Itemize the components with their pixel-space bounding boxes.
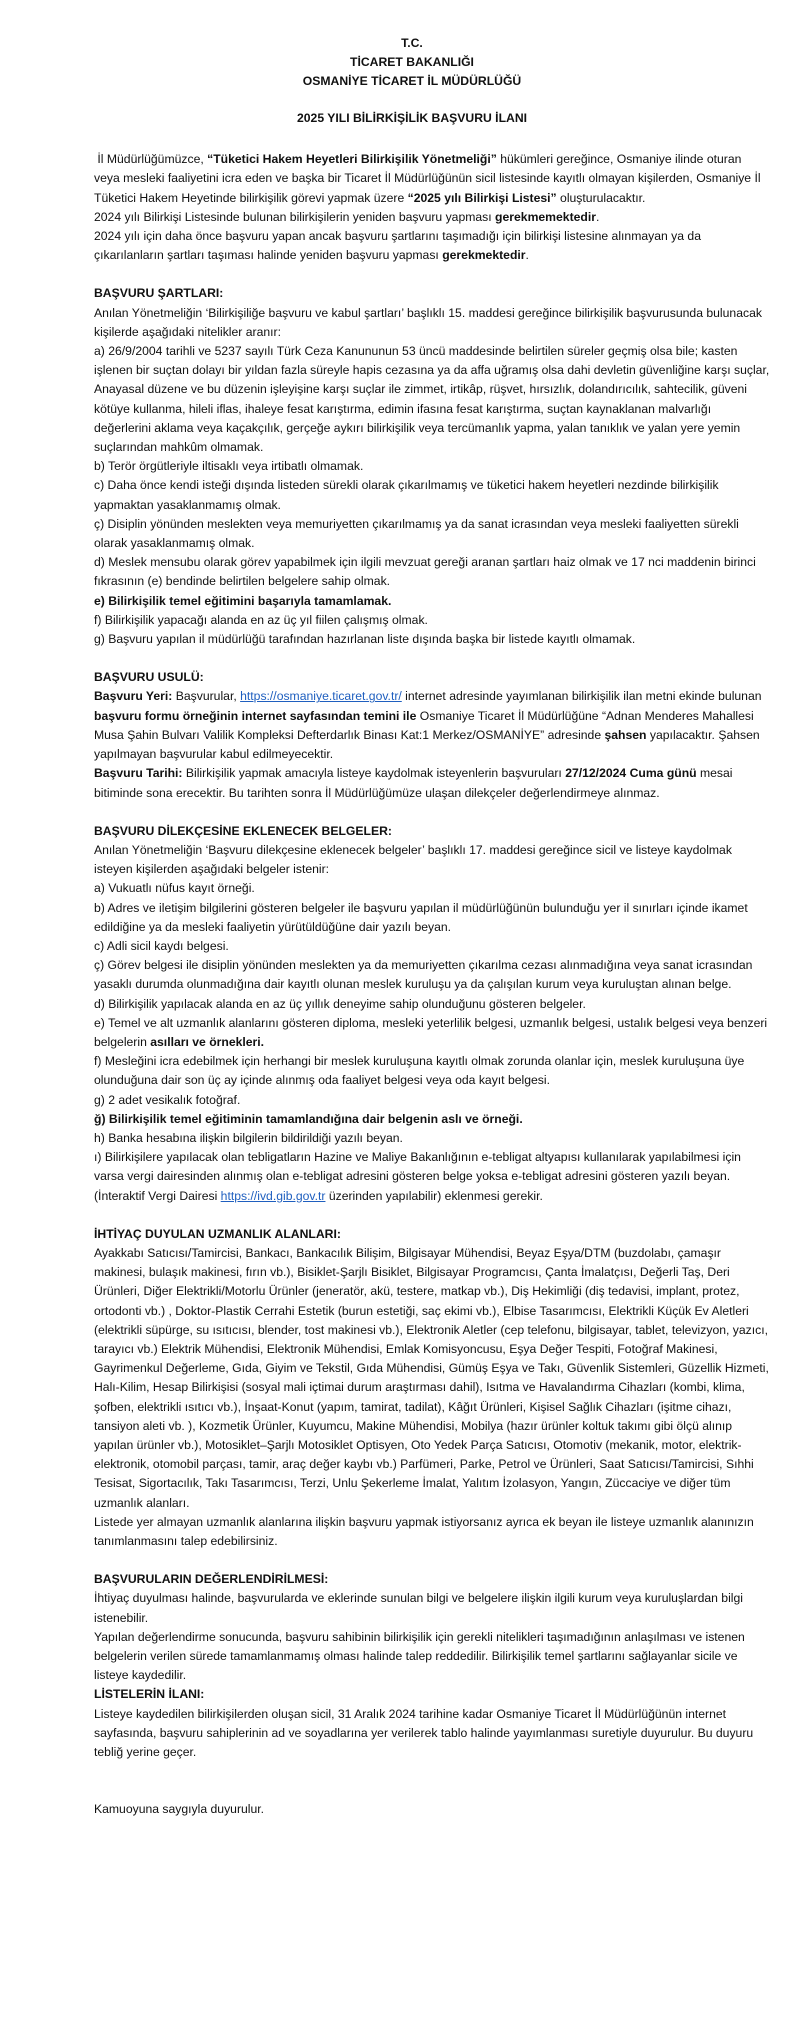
closing-line: Kamuoyuna saygıyla duyurulur. [94, 1802, 265, 1817]
document-item: d) Bilirkişilik yapılacak alanda en az üç yıllık deneyime sahip olunduğunu gösteren belgeler. [94, 996, 586, 1011]
documents-section [94, 822, 770, 1206]
section-heading-conditions: BAŞVURU ŞARTLARI: [94, 286, 224, 301]
condition-item: g) Başvuru yapılan il müdürlüğü tarafından hazırlanan liste dışında başka bir listede kayıtlı olmamak. [94, 632, 636, 647]
document-item: h) Banka hesabına ilişkin bilgilerin bildirildiği yazılı beyan. [94, 1130, 403, 1145]
application-place: Başvuru Yeri: Başvurular, https://osmaniye.ticaret.gov.tr/ internet adresinde yayımlanan bilirkişilik ilan metni ekinde bulunan başvuru formu örneğinin internet sayfasından temini ile Osmaniye Ticaret İl Müdürlüğüne “Adnan Menderes Mahallesi Musa Şahin Bulvarı Valilik Kompleksi Defterdarlık Binası Kat:1 Merkez/OSMANİYE” adresinde şahsen yapılacaktır. Şahsen yapılmayan başvurular kabul edilmeyecektir. [94, 689, 762, 762]
label-application-place: Başvuru Yeri: [94, 689, 173, 704]
section-heading-procedure: BAŞVURU USULÜ: [94, 670, 204, 685]
documents-intro: Anılan Yönetmeliğin ‘Başvuru dilekçesine eklenecek belgeler’ başlıklı 17. maddesi gereğince sicil ve listeye kaydolmak isteyen kişilerden aşağıdaki belgeler istenir: [94, 842, 732, 877]
expertise-list: Ayakkabı Satıcısı/Tamircisi, Bankacı, Bankacılık Bilişim, Bilgisayar Mühendisi, Beyaz Eşya/DTM (buzdolabı, çamaşır makinesi, bulaşık makinesi, fırın vb.), Bisiklet-Şarjlı Bisiklet, Bilgisayar Programcısı, Çanta İmalatçısı, Değerli Taş, Deri Ürünleri, Diğer Elektrikli/Motorlu Ürünler (jeneratör, akü, testere, matkap vb.), Diş Hekimliği (diş tedavisi, implant, protez, ortodonti vb.) , Doktor-Plastik Cerrahi Estetik (burun estetiği, saç ekimi vb.), Elbise Tasarımcısı, Elektrikli Küçük Ev Aletleri (elektrikli süpürge, su ısıtıcısı, blender, tost makinesi vb.), Elektronik Aletler (cep telefonu, bilgisayar, tablet, televizyon, yazıcı, tarayıcı vb.) Elektrik Mühendisi, Elektronik Mühendisi, Emlak Komisyoncusu, Eşya Değer Tespiti, Fotoğraf Makinesi, Gayrimenkul Değerleme, Gıda, Giyim ve Tekstil, Gıda Mühendisi, Gümüş Eşya ve Takı, Güvenlik Sistemleri, Güzellik Hizmeti, Halı-Kilim, Hesap Bilirkişisi (sosyal mali içtimai durum araştırması dahil), Isıtma ve Havalandırma Cihazları (kombi, klima, şofben, elektrikli ısıtıcı vb.), İnşaat-Konut (yapım, tamirat, tadilat), Kâğıt Ürünleri, Kişisel Sağlık Cihazları (işitme cihazı, tansiyon aleti vb. ), Kozmetik Ürünler, Kuyumcu, Makine Mühendisi, Mobilya (hazır ürünler koltuk takımı gibi ölçü alınıp yapılan ürünler vb.), Motosiklet–Şarjlı Motosiklet Optisyen, Oto Yedek Parça Satıcısı, Otomotiv (mekanik, motor, elektrik-elektronik, otomobil parçası, tamir, araç değer kaybı vb.) Parfümeri, Parke, Petrol ve Ürünleri, Saat Satıcısı/Tamircisi, Sıhhi Tesisat, Sigortacılık, Takı Tasarımcısı, Terzi, Unlu Şekerleme İmalat, Yalıtım İzolasyon, Yangın, Züccaciye ve diğer tüm uzmanlık alanları. [94, 1245, 769, 1510]
condition-item: c) Daha önce kendi isteği dışında listeden sürekli olarak çıkarılmamış ve tüketici hakem heyetleri nezdinde bilirkişilik yapmaktan yasaklanmamış olmak. [94, 478, 719, 512]
label-application-date: Başvuru Tarihi: [94, 766, 183, 781]
section-heading-documents: BAŞVURU DİLEKÇESİNE EKLENECEK BELGELER: [94, 823, 392, 838]
conditions-intro: Anılan Yönetmeliğin ‘Bilirkişiliğe başvuru ve kabul şartları’ başlıklı 15. maddesi gereğince bilirkişilik başvurusunda bulunacak kişilerde aşağıdaki nitelikler aranır: [94, 305, 762, 339]
intro-note-2024: 2024 yılı Bilirkişi Listesinde bulunan bilirkişilerin yeniden başvuru yapması gerekmemektedir. [94, 209, 600, 224]
condition-item: f) Bilirkişilik yapacağı alanda en az üç yıl fiilen çalışmış olmak. [94, 612, 428, 627]
condition-item: e) Bilirkişilik temel eğitimini başarıyla tamamlamak. [94, 593, 392, 608]
evaluation-section [94, 1570, 770, 1685]
emphasis: başvuru formu örneğinin internet sayfasından temini ile [94, 708, 417, 723]
procedure-section [94, 668, 770, 802]
conditions-section [94, 284, 770, 649]
announcement-paragraph: Listeye kaydedilen bilirkişilerden oluşan sicil, 31 Aralık 2024 tarihine kadar Osmaniye Ticaret İl Müdürlüğünün internet sayfasında, başvuru sahiplerinin ad ve soyadlarına yer verilerek tablo halinde yayımlanması suretiyle duyurulur. Bu duyuru tebliğ yerine geçer. [94, 1706, 754, 1760]
letterhead [54, 34, 770, 91]
section-heading-expertise: İHTİYAÇ DUYULAN UZMANLIK ALANLARI: [94, 1226, 341, 1241]
emphasis: asılları ve örnekleri. [150, 1034, 265, 1049]
evaluation-paragraph: İhtiyaç duyulması halinde, başvurularda ve eklerinde sunulan bilgi ve belgelere ilişkin ilgili kurum veya kuruluşlardan bilgi istenebilir. [94, 1591, 743, 1625]
document-item: f) Mesleğini icra edebilmek için herhangi bir meslek kuruluşuna kayıtlı olmak zorunda olanlar için, meslek kuruluşuna üye olunduğuna dair son üç ay içinde alınmış oda faaliyet belgesi veya oda kayıt belgesi. [94, 1054, 745, 1088]
section-heading-announcement: LİSTELERİN İLANI: [94, 1687, 205, 1702]
expertise-note: Listede yer almayan uzmanlık alanlarına ilişkin başvuru yapmak istiyorsanız ayrıca ek beyan ile listeye uzmanlık alanınızın tanımlanmasını talep edebilirsiniz. [94, 1514, 754, 1549]
intro-paragraph [94, 150, 770, 208]
document-item: c) Adli sicil kaydı belgesi. [94, 938, 229, 953]
intro-note-reapply: 2024 yılı için daha önce başvuru yapan ancak başvuru şartlarını taşımadığı için bilirkişi listesine alınmayan ya da çıkarılanların şartları taşıması halinde yeniden başvuru yapması gerekmektedir. [94, 229, 701, 263]
intro-text: İl Müdürlüğümüzce, [97, 152, 208, 167]
header-line-tc: T.C. [401, 36, 423, 50]
document-item: ı) Bilirkişilere yapılacak olan tebligatların Hazine ve Maliye Bakanlığının e-tebligat altyapısı kullanılarak yapılabilmesi için varsa vergi dairesinden alınmış olan e-tebligat adresini gösteren belge yoksa e-tebligat adresini gösteren yazılı beyan. (İnteraktif Vergi Dairesi https://ivd.gib.gov.tr üzerinden yapılabilir) eklenmesi gerekir. [94, 1150, 741, 1203]
condition-item: b) Terör örgütleriyle iltisaklı veya irtibatlı olmamak. [94, 459, 364, 474]
emphasis: şahsen [604, 727, 647, 742]
header-line-directorate: OSMANİYE TİCARET İL MÜDÜRLÜĞÜ [302, 74, 522, 88]
document-item: a) Vukuatlı nüfus kayıt örneği. [94, 881, 255, 896]
document-item: ç) Görev belgesi ile disiplin yönünden meslekten ya da memuriyetten çıkarılma cezası alınmadığına veya sanat icrasından yasaklı durumda olunmadığına dair kayıtlı olunan meslek kuruluşu ya da çalışılan kurum veya kuruluştan alınan belge. [94, 958, 753, 992]
evaluation-paragraph: Yapılan değerlendirme sonucunda, başvuru sahibinin bilirkişilik için gerekli nitelikleri taşımadığının anlaşılması ve istenen belgelerin verilen sürede tamamlanmamış olması halinde talep reddedilir. Bilirkişilik temel şartlarını sağlayanlar sicile ve listeye kaydedilir. [94, 1629, 745, 1683]
announcement-section [94, 1685, 770, 1762]
emphasis: gerekmemektedir [495, 209, 596, 224]
section-heading-evaluation: BAŞVURULARIN DEĞERLENDİRİLMESİ: [94, 1572, 329, 1587]
ivd-website-link[interactable]: https://ivd.gib.gov.tr [220, 1188, 326, 1203]
condition-item: d) Meslek mensubu olarak görev yapabilmek için ilgili mevzuat gereği aranan şartları haiz olmak ve 17 nci maddenin birinci fıkrasının (e) bendinde belirtilen belgelere sahip olmak. [94, 555, 756, 589]
header-line-ministry: TİCARET BAKANLIĞI [350, 55, 474, 69]
document-item: g) 2 adet vesikalık fotoğraf. [94, 1092, 241, 1107]
condition-item: ç) Disiplin yönünden meslekten veya memuriyetten çıkarılmamış ya da sanat icrasından veya mesleki faaliyetten sürekli olarak yasaklanmamış olmak. [94, 516, 739, 551]
document-item: b) Adres ve iletişim bilgilerini gösteren belgeler ile başvuru yapılan il müdürlüğünün bulunduğu yer il sınırları içinde ikamet edildiğine ya da mesleki faaliyetin yürütüldüğüne dair yazılı beyan. [94, 900, 748, 934]
ministry-website-link[interactable]: https://osmaniye.ticaret.gov.tr/ [240, 689, 402, 704]
intro-text: hükümleri gereğince, Osmaniye ilinde oturan veya mesleki faaliyetini icra eden ve başka bir Ticaret İl Müdürlüğünün sicil listesinde kayıtlı olmayan kişilerden, Osmaniye İl Tüketici Hakem Heyetinde bilirkişilik görevi yapmak üzere [94, 152, 761, 205]
regulation-name: “Tüketici Hakem Heyetleri Bilirkişilik Yönetmeliği” [207, 152, 497, 167]
deadline-date: 27/12/2024 Cuma günü [565, 766, 697, 781]
application-date: Başvuru Tarihi: Bilirkişilik yapmak amacıyla listeye kaydolmak isteyenlerin başvuruları 27/12/2024 Cuma günü mesai bitiminde sona erecektir. Bu tarihten sonra İl Müdürlüğümüze ulaşan dilekçeler değerlendirmeye alınmaz. [94, 766, 733, 800]
intro-text: oluşturulacaktır. [556, 190, 646, 205]
list-name: “2025 yılı Bilirkişi Listesi” [407, 190, 557, 205]
condition-item: a) 26/9/2004 tarihli ve 5237 sayılı Türk Ceza Kanununun 53 üncü maddesinde belirtilen süreler geçmiş olsa bile; kasten işlenen bir suçtan dolayı bir yıldan fazla süreyle hapis cezasına ya da affa uğramış olsa dahi devletin güvenliğine karşı suçlar, Anayasal düzene ve bu düzenin işleyişine karşı suçlar ile zimmet, irtikâp, rüşvet, hırsızlık, dolandırıcılık, sahtecilik, güveni kötüye kullanma, hileli iflas, ihaleye fesat karıştırma, edimin ifasına fesat karıştırma, suçtan kaynaklanan malvarlığı değerlerini aklama veya kaçakçılık, gerçeğe aykırı bilirkişilik veya tercümanlık yapma, yalan tanıklık ve yalan yere yemin suçlarından mahkûm olmamak. [94, 344, 770, 455]
intro-section [94, 150, 770, 265]
document-item: ğ) Bilirkişilik temel eğitiminin tamamlandığına dair belgenin aslı ve örneği. [94, 1111, 523, 1126]
expertise-section [94, 1225, 770, 1551]
emphasis: gerekmektedir [442, 248, 526, 263]
document-title: 2025 YILI BİLİRKİŞİLİK BAŞVURU İLANI [296, 111, 528, 125]
document-item: e) Temel ve alt uzmanlık alanlarını gösteren diploma, mesleki yeterlilik belgesi, uzmanlık belgesi, ustalık belgesi veya benzeri belgelerin asılları ve örnekleri. [94, 1015, 768, 1049]
